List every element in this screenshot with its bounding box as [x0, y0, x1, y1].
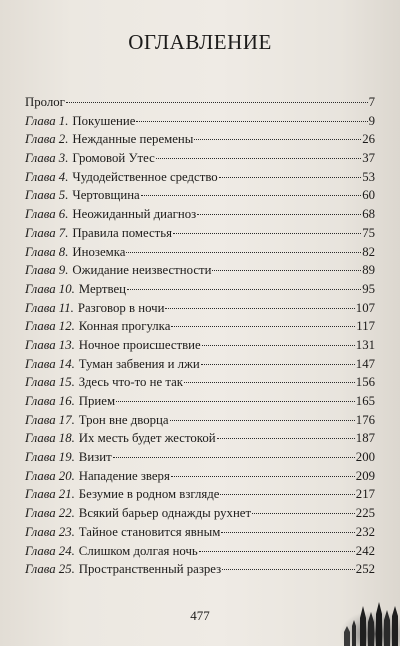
- chapter-page-number: 252: [355, 562, 375, 577]
- chapter-title: Чудодейственное средство: [72, 169, 218, 184]
- chapter-title: Чертовщина: [72, 188, 140, 203]
- chapter-page-number: 60: [362, 188, 375, 203]
- chapter-number: Глава 13.: [25, 337, 75, 352]
- chapter-number: Глава 19.: [25, 450, 75, 465]
- toc-entry: [25, 188, 375, 207]
- dot-leader: [165, 308, 354, 309]
- chapter-page-number: 75: [362, 225, 375, 240]
- dot-leader: [217, 438, 355, 439]
- dot-leader: [219, 177, 362, 178]
- chapter-number: Глава 20.: [25, 468, 75, 483]
- toc-entry: [25, 319, 375, 338]
- dot-leader: [113, 457, 355, 458]
- dot-leader: [66, 102, 368, 103]
- chapter-number: Глава 4.: [25, 169, 69, 184]
- chapter-title: Покушение: [72, 113, 136, 128]
- dot-leader: [171, 326, 355, 327]
- chapter-title: Всякий барьер однажды рухнет: [78, 506, 252, 521]
- dot-leader: [222, 569, 355, 570]
- chapter-number: Глава 17.: [25, 412, 75, 427]
- toc-entry: [25, 263, 375, 282]
- chapter-page-number: 107: [355, 300, 375, 315]
- chapter-title: Прием: [78, 394, 116, 408]
- chapter-page-number: 26: [362, 132, 375, 147]
- chapter-page-number: 7: [368, 95, 375, 109]
- chapter-title: Громовой Утес: [72, 151, 155, 166]
- dot-leader: [116, 401, 355, 402]
- chapter-number: Глава 14.: [25, 356, 75, 371]
- chapter-title: Неожиданный диагноз: [72, 207, 197, 222]
- toc-entry: [25, 245, 375, 264]
- dot-leader: [173, 233, 361, 234]
- toc-entry: [25, 450, 375, 469]
- chapter-title: Иноземка: [72, 244, 126, 259]
- dot-leader: [199, 551, 355, 552]
- dot-leader: [252, 513, 355, 514]
- toc-entry: [25, 301, 375, 320]
- chapter-number: Глава 25.: [25, 562, 75, 577]
- chapter-page-number: 68: [362, 207, 375, 222]
- dot-leader: [220, 494, 354, 495]
- chapter-number: Глава 15.: [25, 375, 75, 390]
- chapter-page-number: 225: [355, 506, 375, 521]
- toc-entry: [25, 132, 375, 151]
- toc-entry: [25, 95, 375, 114]
- toc-entry: [25, 207, 375, 226]
- toc-entry: [25, 469, 375, 488]
- chapter-title: Пространственный разрез: [78, 562, 222, 577]
- chapter-page-number: 209: [355, 468, 375, 483]
- dot-leader: [141, 195, 361, 196]
- chapter-page-number: 217: [355, 487, 375, 502]
- toc-entry: [25, 151, 375, 170]
- chapter-number: Глава 18.: [25, 431, 75, 446]
- chapter-title: Ночное происшествие: [78, 337, 201, 352]
- chapter-page-number: 95: [362, 281, 375, 296]
- toc-entry: [25, 114, 375, 133]
- chapter-title: Мертвец: [78, 281, 127, 296]
- chapter-title: Слишком долгая ночь: [78, 543, 198, 558]
- chapter-number: Глава 21.: [25, 487, 75, 502]
- chapter-title: Ожидание неизвестности: [72, 263, 212, 278]
- chapter-page-number: 232: [355, 524, 375, 539]
- chapter-number: Глава 24.: [25, 543, 75, 558]
- dot-leader: [126, 252, 361, 253]
- toc-entry: [25, 562, 375, 581]
- dot-leader: [171, 476, 355, 477]
- toc-entry: [25, 282, 375, 301]
- chapter-number: Глава 6.: [25, 207, 69, 222]
- page-number: 477: [190, 608, 210, 623]
- dot-leader: [136, 121, 367, 122]
- toc-entry: [25, 431, 375, 450]
- dot-leader: [221, 532, 354, 533]
- toc-entry: [25, 226, 375, 245]
- chapter-number: Глава 8.: [25, 244, 69, 259]
- chapter-page-number: 131: [355, 337, 375, 352]
- chapter-title: Визит: [78, 450, 112, 465]
- dot-leader: [212, 270, 361, 271]
- chapter-page-number: 147: [355, 356, 375, 371]
- chapter-title: Правила поместья: [72, 225, 172, 240]
- dot-leader: [127, 289, 361, 290]
- dot-leader: [197, 214, 361, 215]
- toc-entry: [25, 394, 375, 413]
- toc-entry: [25, 375, 375, 394]
- chapter-number: Глава 1.: [25, 113, 69, 128]
- toc-entry: [25, 506, 375, 525]
- chapter-title: Их месть будет жестокой: [78, 431, 216, 446]
- chapter-number: Глава 16.: [25, 394, 75, 408]
- toc-entry: [25, 544, 375, 563]
- chapter-page-number: 176: [355, 412, 375, 427]
- chapter-number: Глава 10.: [25, 281, 75, 296]
- chapter-number: Глава 2.: [25, 132, 69, 147]
- dot-leader: [202, 345, 355, 346]
- chapter-page-number: 156: [355, 375, 375, 390]
- toc-entry: [25, 525, 375, 544]
- toc-entry: [25, 487, 375, 506]
- toc-entry: [25, 357, 375, 376]
- chapter-page-number: 117: [356, 319, 375, 334]
- chapter-title: Трон вне дворца: [78, 412, 169, 427]
- chapter-page-number: 200: [355, 450, 375, 465]
- chapter-number: Глава 3.: [25, 151, 69, 166]
- chapter-title: Пролог: [25, 95, 65, 109]
- dot-leader: [194, 139, 361, 140]
- chapter-number: Глава 5.: [25, 188, 69, 203]
- dot-leader: [184, 382, 355, 383]
- toc-entry: [25, 413, 375, 432]
- chapter-page-number: 242: [355, 543, 375, 558]
- chapter-title: Туман забвения и лжи: [78, 356, 200, 371]
- chapter-number: Глава 12.: [25, 319, 75, 334]
- chapter-title: Тайное становится явным: [78, 524, 221, 539]
- dot-leader: [201, 364, 355, 365]
- chapter-number: Глава 23.: [25, 524, 75, 539]
- chapter-page-number: 187: [355, 431, 375, 446]
- chapter-number: Глава 9.: [25, 263, 69, 278]
- castle-silhouette-icon: [330, 576, 400, 646]
- chapter-title: Безумие в родном взгляде: [78, 487, 220, 502]
- chapter-page-number: 82: [362, 244, 375, 259]
- chapter-title: Нападение зверя: [78, 468, 170, 483]
- table-of-contents: [25, 95, 375, 581]
- toc-entry: [25, 338, 375, 357]
- chapter-page-number: 9: [368, 113, 375, 128]
- chapter-number: Глава 22.: [25, 506, 75, 521]
- dot-leader: [156, 158, 361, 159]
- chapter-title: Разговор в ночи: [77, 300, 165, 315]
- chapter-number: Глава 7.: [25, 225, 69, 240]
- chapter-title: Конная прогулка: [78, 319, 171, 334]
- chapter-page-number: 165: [355, 394, 375, 408]
- page-heading: ОГЛАВЛЕНИЕ: [128, 30, 272, 54]
- dot-leader: [170, 420, 355, 421]
- chapter-title: Здесь что-то не так: [78, 375, 184, 390]
- toc-entry: [25, 170, 375, 189]
- chapter-page-number: 37: [362, 151, 375, 166]
- chapter-page-number: 89: [362, 263, 375, 278]
- chapter-number: Глава 11.: [25, 300, 74, 315]
- chapter-page-number: 53: [362, 169, 375, 184]
- chapter-title: Нежданные перемены: [72, 132, 194, 147]
